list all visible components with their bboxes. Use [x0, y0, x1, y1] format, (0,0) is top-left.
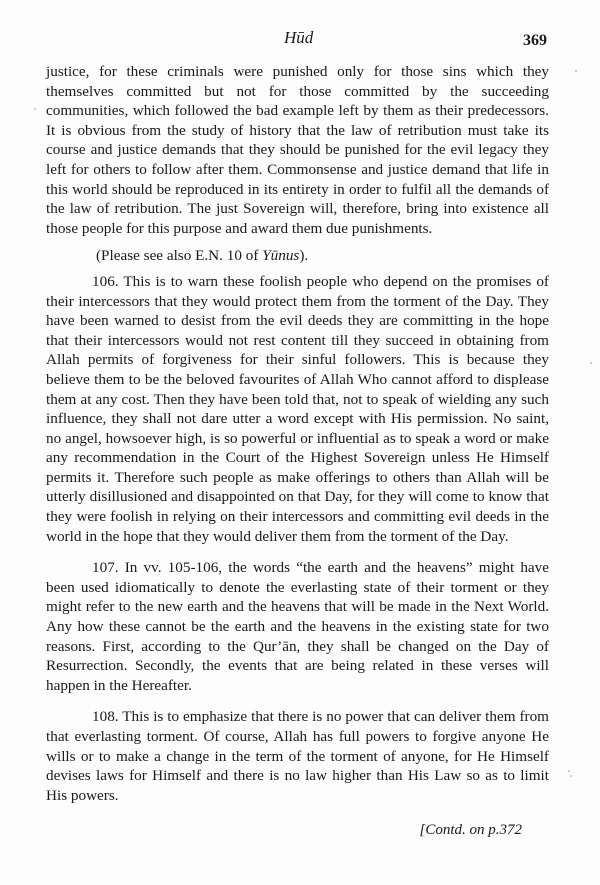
- scan-speck: [34, 108, 36, 110]
- scan-speck: [590, 362, 592, 364]
- see-also-prefix: (Please see also E.N. 10 of: [96, 247, 263, 265]
- scan-speck: [570, 775, 572, 777]
- scan-speck: [575, 70, 577, 72]
- paragraph-note-108: 108. This is to emphasize that there is no power that can deliver them from that everlasting torment. Of course, Allah has full powers to forgive anyone He wills or to make a change in the term of the torment of anyone, for He Himself devises laws for Himself and there is no law higher than His Law so as to limit His powers.: [46, 708, 549, 804]
- body-text: [46, 62, 549, 805]
- page-number: 369: [523, 32, 547, 49]
- continuation-note: [Contd. on p.372: [419, 822, 522, 838]
- running-title: Hūd: [284, 28, 314, 47]
- see-also-surah-name: Yūnus: [262, 247, 300, 265]
- paragraph-note-107: 107. In vv. 105-106, the words “the earth and the heavens” might have been used idiomatically to denote the everlasting state of their torment or they might refer to the new earth and the heavens that will be made in the Next World. Any how these cannot be the earth and the heavens in the existing state for two reasons. First, according to the Qur’ān, they shall be changed on the Day of Resurrection. Secondly, the events that are being related in these verses will happen in the Hereafter.: [46, 559, 549, 694]
- paragraph-continuation: justice, for these criminals were punished only for those sins which they themselves committed but not for those committed by the succeeding communities, which followed the bad example left by them as their predecessors. It is obvious from the study of history that the law of retribution must take its course and justice demands that they should be punished for the evil legacy they left for others to follow after them. Commonsense and justice demand that life in this world should be reproduced in its entirety in order to fulfil all the demands of the law of retribution. The just Sovereign will, therefore, bring into existence all those people for this purpose and award them due punishments.: [46, 63, 549, 237]
- paragraph-note-106: 106. This is to warn these foolish people who depend on the promises of their intercessors that they would protect them from the torment of the Day. They have been warned to desist from the evil deeds they are committing in the hope that their intercessors would not rest content till they succeed in obtaining from Allah permits of forgiveness for their sinful followers. This is because they believe them to be the beloved favourites of Allah Who cannot afford to displease them at any cost. Then they have been told that, not to speak of wielding any such influence, they shall not dare utter a word except with His permission. No saint, no angel, howsoever high, is so powerful or influential as to speak a word or make any recommendation in the Court of the Highest Sovereign unless He Himself permits it. Therefore such people as make offerings to others than Allah will be utterly disillusioned and disappointed on that Day, for they will come to know that they were foolish in relying on their intercessors and committing evil deeds in the world in the hope that they would deliver them from the torment of the Day.: [46, 272, 549, 545]
- paragraph-see-also-reference: [46, 246, 549, 266]
- scan-speck: [568, 770, 570, 772]
- running-head: [0, 28, 600, 52]
- see-also-suffix: ).: [299, 247, 309, 265]
